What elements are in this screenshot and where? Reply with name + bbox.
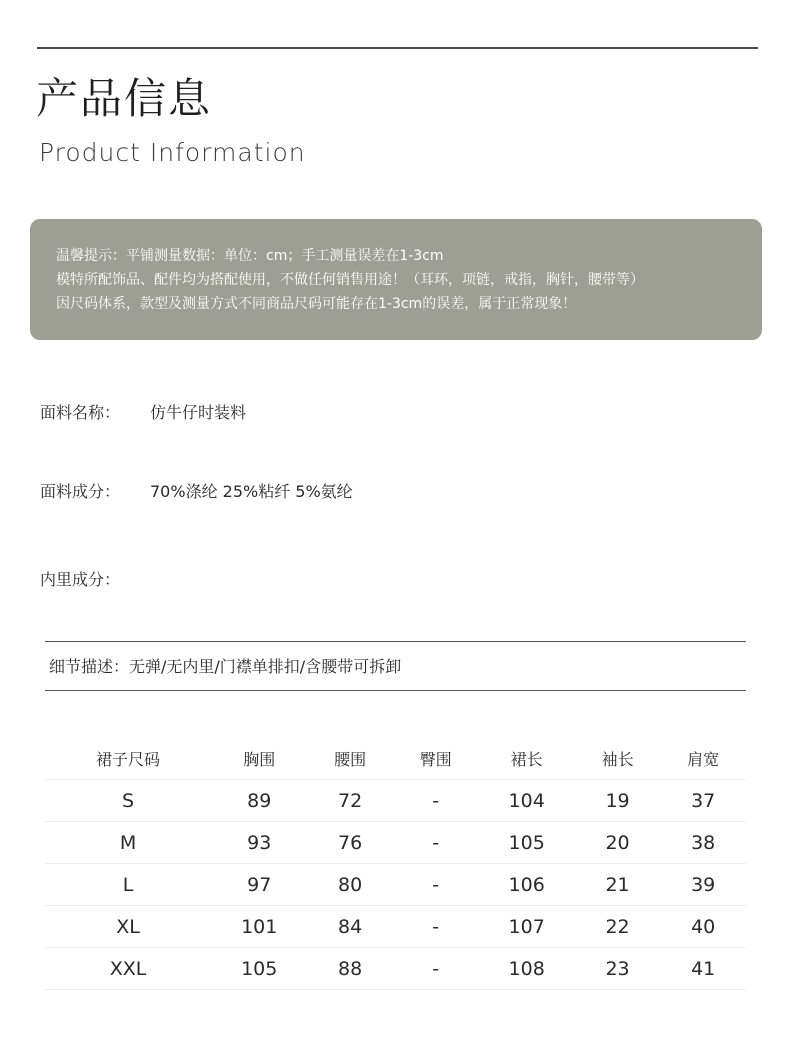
table-cell: 89 (211, 780, 307, 822)
table-cell: 38 (660, 822, 746, 864)
header-bust: 胸围 (211, 737, 307, 780)
table-cell: - (393, 822, 479, 864)
table-cell: 23 (575, 948, 661, 990)
table-cell: 76 (307, 822, 393, 864)
detail-value: 无弹/无内里/门襟单排扣/含腰带可拆卸 (129, 657, 402, 676)
header-length: 裙长 (479, 737, 575, 780)
detail-label: 细节描述： (49, 657, 130, 676)
notice-box (30, 219, 762, 340)
table-cell: 19 (575, 780, 661, 822)
table-cell: S (45, 780, 211, 822)
lining-label: 内里成分： (40, 570, 121, 589)
table-cell: 84 (307, 906, 393, 948)
table-cell: - (393, 906, 479, 948)
fabric-composition-label: 面料成分： (40, 482, 121, 501)
page-title: 产品信息 (36, 74, 213, 123)
table-row (45, 864, 746, 906)
table-cell: 93 (211, 822, 307, 864)
fabric-composition-value: 70%涤纶 25%粘纤 5%氨纶 (150, 482, 353, 501)
table-cell: 72 (307, 780, 393, 822)
detail-divider-top (45, 641, 746, 642)
header-hip: 臀围 (393, 737, 479, 780)
fabric-composition-row (40, 479, 353, 502)
table-row (45, 906, 746, 948)
table-cell: 39 (660, 864, 746, 906)
table-cell: 41 (660, 948, 746, 990)
page-subtitle: Product Information (39, 138, 306, 167)
table-cell: 105 (479, 822, 575, 864)
table-cell: - (393, 948, 479, 990)
table-cell: 22 (575, 906, 661, 948)
header-sleeve: 袖长 (575, 737, 661, 780)
table-cell: L (45, 864, 211, 906)
notice-line: 因尺码体系，款型及测量方式不同商品尺码可能存在1-3cm的误差，属于正常现象！ (56, 296, 577, 312)
table-cell: 97 (211, 864, 307, 906)
table-cell: XL (45, 906, 211, 948)
table-row (45, 780, 746, 822)
table-cell: - (393, 864, 479, 906)
table-cell: 108 (479, 948, 575, 990)
table-cell: 37 (660, 780, 746, 822)
size-table (45, 737, 746, 990)
lining-row (40, 567, 150, 590)
detail-divider-bottom (45, 690, 746, 691)
table-cell: 20 (575, 822, 661, 864)
table-cell: - (393, 780, 479, 822)
fabric-name-label: 面料名称： (40, 403, 121, 422)
table-row (45, 822, 746, 864)
table-cell: 101 (211, 906, 307, 948)
table-cell: 106 (479, 864, 575, 906)
header-waist: 腰围 (307, 737, 393, 780)
size-table-header (45, 737, 746, 780)
table-row (45, 948, 746, 990)
fabric-name-value: 仿牛仔时装料 (150, 403, 247, 422)
notice-line: 温馨提示：平铺测量数据：单位：cm；手工测量误差在1-3cm (56, 248, 444, 264)
table-cell: 21 (575, 864, 661, 906)
top-divider (37, 47, 758, 49)
notice-line: 模特所配饰品、配件均为搭配使用，不做任何销售用途！（耳环，项链，戒指，胸针，腰带等） (56, 272, 644, 288)
detail-row (49, 654, 401, 677)
fabric-name-row (40, 400, 246, 423)
table-cell: XXL (45, 948, 211, 990)
table-cell: 80 (307, 864, 393, 906)
table-cell: M (45, 822, 211, 864)
table-cell: 40 (660, 906, 746, 948)
table-cell: 107 (479, 906, 575, 948)
header-shoulder: 肩宽 (660, 737, 746, 780)
table-cell: 104 (479, 780, 575, 822)
header-size: 裙子尺码 (45, 737, 211, 780)
table-cell: 105 (211, 948, 307, 990)
table-cell: 88 (307, 948, 393, 990)
